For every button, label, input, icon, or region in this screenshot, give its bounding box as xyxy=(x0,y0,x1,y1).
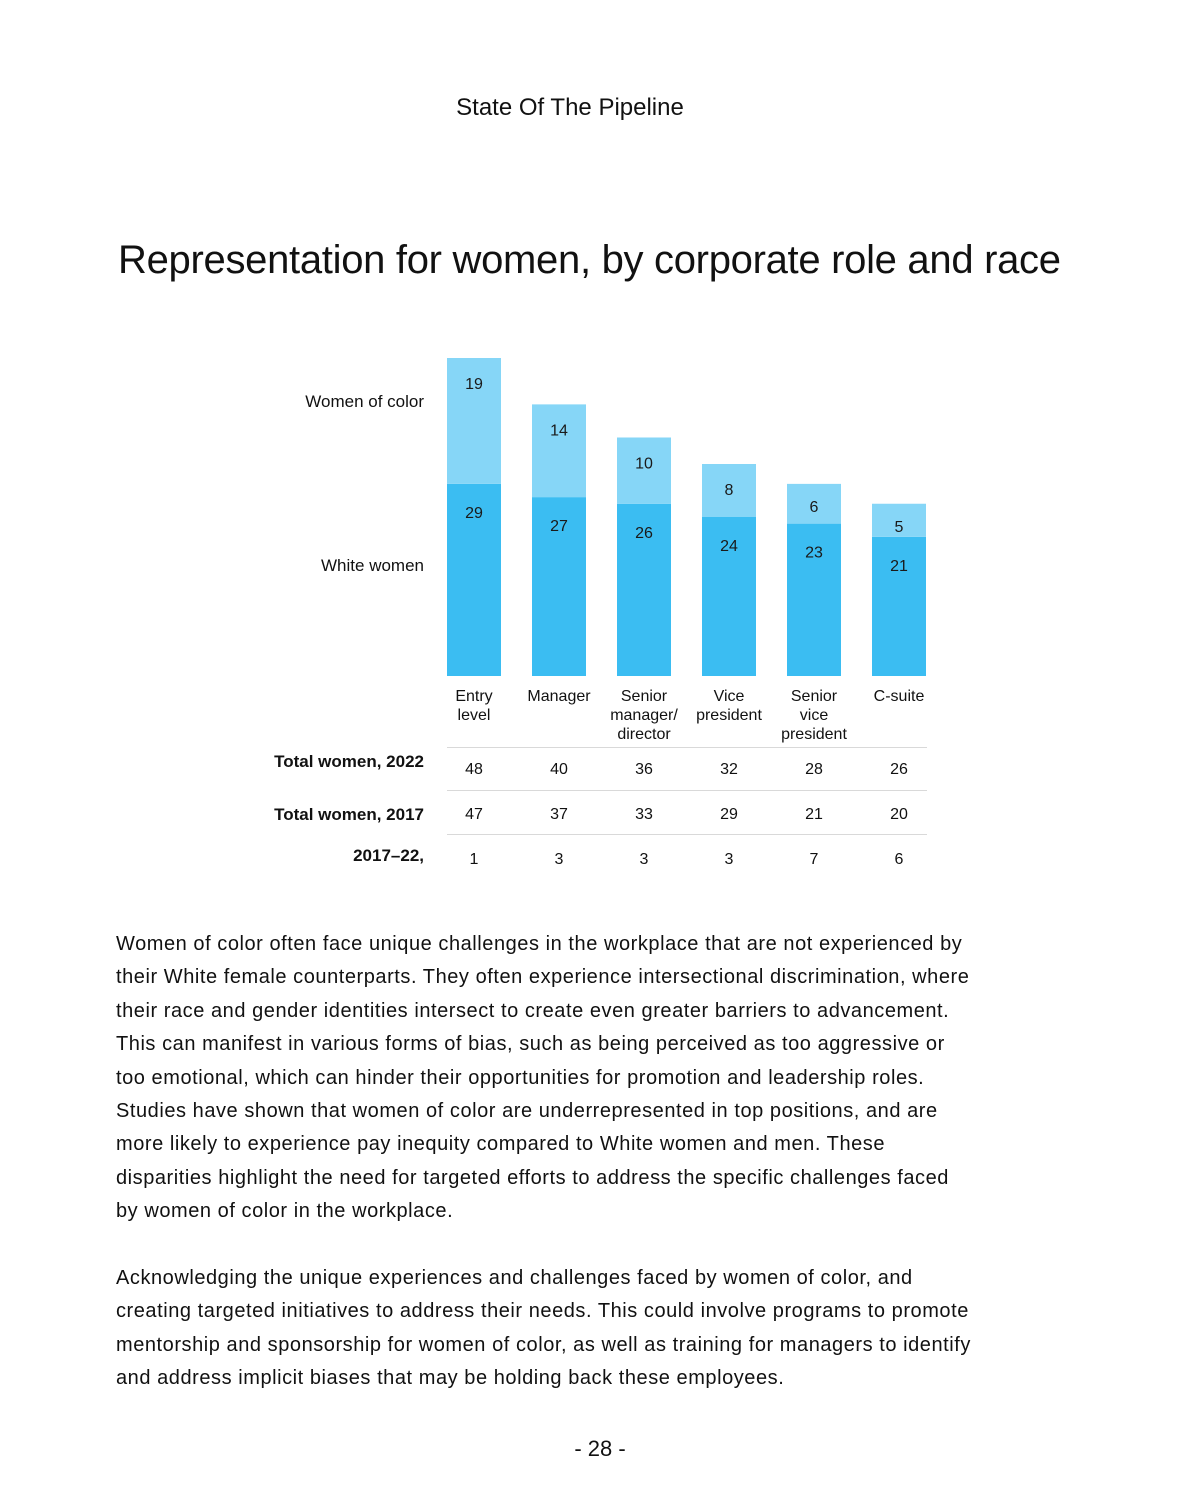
table-cell: 6 xyxy=(894,851,904,868)
table-cell: 40 xyxy=(550,761,568,778)
category-label: Vice president xyxy=(696,688,762,724)
data-label-women-of-color: 5 xyxy=(894,518,904,536)
data-label-white-women: 27 xyxy=(550,518,568,536)
table-cell: 33 xyxy=(635,806,653,823)
data-label-women-of-color: 14 xyxy=(550,422,568,440)
table-cell: 1 xyxy=(469,851,479,868)
table-cell: 36 xyxy=(635,761,653,778)
table-cell: 29 xyxy=(720,806,738,823)
table-rule xyxy=(447,790,927,791)
legend-women-of-color: Women of color xyxy=(305,392,424,411)
table-cell: 21 xyxy=(805,806,823,823)
data-label-women-of-color: 10 xyxy=(635,455,653,473)
table-cell: 28 xyxy=(805,761,823,778)
category-label: Senior manager/ director xyxy=(610,688,678,743)
data-label-white-women: 21 xyxy=(890,557,908,575)
table-cell: 47 xyxy=(465,806,483,823)
table-cell: 20 xyxy=(890,806,908,823)
table-rule xyxy=(447,834,927,835)
table-cell: 26 xyxy=(890,761,908,778)
data-label-white-women: 23 xyxy=(805,544,823,562)
category-label: Senior vice president xyxy=(781,688,847,743)
table-cell: 3 xyxy=(554,851,564,868)
table-cell: 3 xyxy=(639,851,649,868)
table-cell: 37 xyxy=(550,806,568,823)
data-label-white-women: 26 xyxy=(635,524,653,542)
legend-white-women: White women xyxy=(321,556,424,575)
row-label-total-2017: Total women, 2017 xyxy=(274,805,424,824)
category-label: C-suite xyxy=(873,688,925,705)
data-label-white-women: 24 xyxy=(720,538,738,555)
data-label-women-of-color: 6 xyxy=(809,498,819,516)
table-cell: 32 xyxy=(720,761,738,778)
row-label-total-2022: Total women, 2022 xyxy=(274,752,424,771)
body-paragraph-1: Women of color often face unique challenges in the workplace that are not experienced by their White female counterparts. They often experience intersectional discrimination, where their race and gender identities intersect to create even greater barriers to advancement. This can manifest in various forms of bias, such as being perceived as too aggressive or too emotional, which can hinder their opportunities for promotion and leadership roles. Studies have shown that women of color are underrepresented in top positions, and are more likely to experience pay inequity compared to White women and men. These disparities highlight the need for targeted efforts to address the specific challenges faced by women of color in the workplace. xyxy=(116,933,970,1223)
category-label: Entry level xyxy=(455,688,493,724)
table-rule xyxy=(447,747,927,748)
data-label-women-of-color: 8 xyxy=(724,482,734,499)
chart-title: Representation for women, by corporate role and race xyxy=(118,238,1061,282)
table-cell: 3 xyxy=(724,851,734,868)
running-header: State Of The Pipeline xyxy=(456,94,684,121)
data-label-white-women: 29 xyxy=(465,504,483,522)
table-cell: 7 xyxy=(809,851,819,868)
bar-women-of-color xyxy=(532,404,586,497)
body-paragraph-2: Acknowledging the unique experiences and challenges faced by women of color, and creating targeted initiatives to address their needs. This could involve programs to promote mentorship and sponsorship for women of color, as well as training for managers to identify and address implicit biases that may be holding back these employees. xyxy=(116,1267,971,1390)
category-label: Manager xyxy=(527,688,591,705)
page-number: - 28 - xyxy=(574,1436,626,1461)
data-label-women-of-color: 19 xyxy=(465,376,483,393)
table-cell: 48 xyxy=(465,761,483,778)
row-label-change: 2017–22, xyxy=(353,846,424,865)
